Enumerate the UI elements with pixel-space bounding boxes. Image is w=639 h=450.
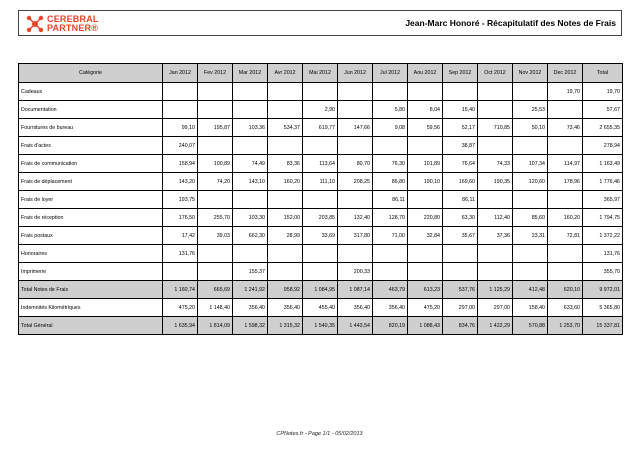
amount-cell: 72,81	[548, 227, 583, 245]
amount-cell: 176,50	[163, 209, 198, 227]
amount-cell: 820,19	[373, 317, 408, 335]
amount-cell	[268, 245, 303, 263]
amount-cell: 190,35	[478, 173, 513, 191]
amount-cell: 1 084,95	[303, 281, 338, 299]
amount-cell: 365,97	[583, 191, 623, 209]
amount-cell	[338, 101, 373, 119]
amount-cell	[373, 245, 408, 263]
amount-cell	[478, 101, 513, 119]
amount-cell: 86,80	[373, 173, 408, 191]
column-header: Mar 2012	[233, 64, 268, 83]
amount-cell: 101,89	[408, 155, 443, 173]
amount-cell: 8,04	[408, 101, 443, 119]
amount-cell: 2 655,35	[583, 119, 623, 137]
amount-cell: 463,79	[373, 281, 408, 299]
amount-cell: 255,70	[198, 209, 233, 227]
amount-cell: 85,60	[513, 209, 548, 227]
amount-cell: 28,99	[268, 227, 303, 245]
amount-cell: 15 337,81	[583, 317, 623, 335]
amount-cell	[408, 191, 443, 209]
column-header: Jun 2012	[338, 64, 373, 83]
table-row	[19, 227, 623, 245]
amount-cell: 455,40	[303, 299, 338, 317]
amount-cell	[268, 101, 303, 119]
amount-cell: 240,07	[163, 137, 198, 155]
amount-cell: 17,42	[163, 227, 198, 245]
amount-cell	[268, 137, 303, 155]
amount-cell: 534,37	[268, 119, 303, 137]
amount-cell	[513, 137, 548, 155]
column-header: Mai 2012	[303, 64, 338, 83]
category-cell: Total Général	[19, 317, 163, 335]
amount-cell: 86,11	[373, 191, 408, 209]
category-cell: Frais de loyer	[19, 191, 163, 209]
amount-cell	[478, 191, 513, 209]
amount-cell	[548, 101, 583, 119]
category-cell: Frais de communication	[19, 155, 163, 173]
amount-cell: 317,80	[338, 227, 373, 245]
amount-cell: 76,64	[443, 155, 478, 173]
amount-cell	[338, 191, 373, 209]
amount-cell: 103,36	[233, 119, 268, 137]
amount-cell	[198, 101, 233, 119]
category-cell: Fournitures de bureau	[19, 119, 163, 137]
expense-table	[18, 63, 623, 335]
amount-cell: 80,70	[338, 155, 373, 173]
amount-cell	[303, 245, 338, 263]
category-cell: Frais de réception	[19, 209, 163, 227]
table-row	[19, 173, 623, 191]
amount-cell: 169,60	[443, 173, 478, 191]
amount-cell	[548, 137, 583, 155]
amount-cell: 73,46	[548, 119, 583, 137]
amount-cell: 834,76	[443, 317, 478, 335]
column-header: Avr 2012	[268, 64, 303, 83]
amount-cell	[268, 191, 303, 209]
amount-cell: 74,33	[478, 155, 513, 173]
amount-cell	[198, 191, 233, 209]
amount-cell: 9,08	[373, 119, 408, 137]
amount-cell: 52,17	[443, 119, 478, 137]
amount-cell: 86,11	[443, 191, 478, 209]
amount-cell: 131,76	[583, 245, 623, 263]
amount-cell: 1 163,49	[583, 155, 623, 173]
amount-cell	[548, 263, 583, 281]
amount-cell: 200,33	[338, 263, 373, 281]
report-header	[18, 10, 622, 36]
amount-cell: 1 160,74	[163, 281, 198, 299]
amount-cell: 1 148,40	[198, 299, 233, 317]
amount-cell: 195,87	[198, 119, 233, 137]
logo-text-line2: PARTNER®	[47, 23, 99, 33]
amount-cell: 620,10	[548, 281, 583, 299]
amount-cell: 1 372,22	[583, 227, 623, 245]
amount-cell: 71,00	[373, 227, 408, 245]
amount-cell: 1 241,92	[233, 281, 268, 299]
amount-cell	[338, 83, 373, 101]
amount-cell: 297,00	[478, 299, 513, 317]
column-header: Aou 2012	[408, 64, 443, 83]
amount-cell	[443, 245, 478, 263]
amount-cell: 710,85	[478, 119, 513, 137]
amount-cell	[163, 83, 198, 101]
column-header: Fev 2012	[198, 64, 233, 83]
amount-cell	[338, 137, 373, 155]
amount-cell	[373, 263, 408, 281]
amount-cell: 99,10	[163, 119, 198, 137]
category-cell: Total Notes de Frais	[19, 281, 163, 299]
amount-cell	[233, 137, 268, 155]
amount-cell: 190,10	[408, 173, 443, 191]
column-header: Dec 2012	[548, 64, 583, 83]
amount-cell	[513, 245, 548, 263]
amount-cell: 111,10	[303, 173, 338, 191]
amount-cell: 113,64	[303, 155, 338, 173]
amount-cell: 1 253,70	[548, 317, 583, 335]
column-header: Nov 2012	[513, 64, 548, 83]
amount-cell: 193,75	[163, 191, 198, 209]
amount-cell: 665,69	[198, 281, 233, 299]
amount-cell	[408, 83, 443, 101]
amount-cell: 613,23	[408, 281, 443, 299]
amount-cell: 158,94	[163, 155, 198, 173]
amount-cell: 208,25	[338, 173, 373, 191]
total-general-row	[19, 317, 623, 335]
amount-cell: 958,92	[268, 281, 303, 299]
amount-cell: 475,20	[163, 299, 198, 317]
amount-cell	[268, 83, 303, 101]
amount-cell: 19,70	[548, 83, 583, 101]
table-row	[19, 245, 623, 263]
amount-cell: 220,80	[408, 209, 443, 227]
amount-cell: 74,20	[198, 173, 233, 191]
column-header: Jan 2012	[163, 64, 198, 83]
amount-cell: 35,67	[443, 227, 478, 245]
amount-cell: 278,94	[583, 137, 623, 155]
column-header: Jul 2012	[373, 64, 408, 83]
table-header-row	[19, 64, 623, 83]
category-cell: Frais postaux	[19, 227, 163, 245]
amount-cell: 1 088,43	[408, 317, 443, 335]
amount-cell: 33,69	[303, 227, 338, 245]
amount-cell: 1 315,32	[268, 317, 303, 335]
amount-cell: 74,49	[233, 155, 268, 173]
amount-cell: 356,40	[268, 299, 303, 317]
category-cell: Imprimerie	[19, 263, 163, 281]
amount-cell	[233, 191, 268, 209]
amount-cell	[478, 263, 513, 281]
amount-cell	[338, 245, 373, 263]
table-row	[19, 263, 623, 281]
amount-cell: 25,53	[513, 101, 548, 119]
amount-cell	[163, 101, 198, 119]
amount-cell: 356,40	[373, 299, 408, 317]
page-footer: CPNotes.fr - Page 1/1 - 05/02/2013	[276, 431, 363, 437]
amount-cell: 1 125,29	[478, 281, 513, 299]
amount-cell	[303, 83, 338, 101]
amount-cell	[513, 191, 548, 209]
amount-cell: 152,00	[268, 209, 303, 227]
amount-cell	[408, 245, 443, 263]
amount-cell: 356,40	[338, 299, 373, 317]
amount-cell: 103,30	[233, 209, 268, 227]
amount-cell: 9 972,01	[583, 281, 623, 299]
amount-cell	[198, 137, 233, 155]
amount-cell: 355,70	[583, 263, 623, 281]
amount-cell: 147,66	[338, 119, 373, 137]
amount-cell: 297,00	[443, 299, 478, 317]
amount-cell: 59,56	[408, 119, 443, 137]
total-frais-row	[19, 281, 623, 299]
amount-cell	[233, 83, 268, 101]
amount-cell: 100,89	[198, 155, 233, 173]
amount-cell: 662,30	[233, 227, 268, 245]
amount-cell	[198, 83, 233, 101]
amount-cell: 120,60	[513, 173, 548, 191]
amount-cell: 63,30	[443, 209, 478, 227]
amount-cell: 1 422,29	[478, 317, 513, 335]
amount-cell: 19,70	[583, 83, 623, 101]
table-row	[19, 137, 623, 155]
table-row	[19, 191, 623, 209]
amount-cell: 38,87	[443, 137, 478, 155]
table-row	[19, 209, 623, 227]
amount-cell	[408, 263, 443, 281]
amount-cell: 76,30	[373, 155, 408, 173]
amount-cell: 1 814,09	[198, 317, 233, 335]
amount-cell: 1 794,75	[583, 209, 623, 227]
amount-cell: 203,85	[303, 209, 338, 227]
amount-cell	[303, 137, 338, 155]
amount-cell: 619,77	[303, 119, 338, 137]
amount-cell	[303, 191, 338, 209]
company-logo	[25, 14, 145, 34]
amount-cell: 131,76	[163, 245, 198, 263]
amount-cell: 114,97	[548, 155, 583, 173]
amount-cell: 412,48	[513, 281, 548, 299]
column-header: Catégorie	[19, 64, 163, 83]
indemnites-row	[19, 299, 623, 317]
amount-cell: 23,31	[513, 227, 548, 245]
amount-cell: 1 635,94	[163, 317, 198, 335]
amount-cell	[443, 83, 478, 101]
amount-cell: 57,67	[583, 101, 623, 119]
amount-cell: 1 087,14	[338, 281, 373, 299]
amount-cell: 178,96	[548, 173, 583, 191]
column-header: Total	[583, 64, 623, 83]
amount-cell: 5 365,80	[583, 299, 623, 317]
amount-cell: 158,40	[513, 299, 548, 317]
category-cell: Frais de déplacement	[19, 173, 163, 191]
amount-cell	[373, 137, 408, 155]
category-cell: Indemnités Kilométriques	[19, 299, 163, 317]
amount-cell	[548, 245, 583, 263]
amount-cell	[233, 101, 268, 119]
column-header: Sep 2012	[443, 64, 478, 83]
amount-cell	[303, 263, 338, 281]
amount-cell	[373, 83, 408, 101]
amount-cell	[548, 191, 583, 209]
amount-cell: 2,90	[303, 101, 338, 119]
amount-cell: 143,20	[163, 173, 198, 191]
category-cell: Honoraires	[19, 245, 163, 263]
amount-cell: 160,20	[268, 173, 303, 191]
amount-cell	[198, 245, 233, 263]
amount-cell: 155,37	[233, 263, 268, 281]
amount-cell: 1 598,32	[233, 317, 268, 335]
category-cell: Documentation	[19, 101, 163, 119]
amount-cell: 50,10	[513, 119, 548, 137]
amount-cell: 143,10	[233, 173, 268, 191]
table-row	[19, 155, 623, 173]
column-header: Oct 2012	[478, 64, 513, 83]
amount-cell: 132,40	[338, 209, 373, 227]
amount-cell: 112,40	[478, 209, 513, 227]
amount-cell	[443, 263, 478, 281]
amount-cell	[478, 137, 513, 155]
amount-cell	[163, 263, 198, 281]
amount-cell: 128,70	[373, 209, 408, 227]
report-title: Jean-Marc Honoré - Récapitulatif des Notes de Frais	[405, 18, 616, 28]
amount-cell	[513, 83, 548, 101]
table-row	[19, 119, 623, 137]
amount-cell	[408, 137, 443, 155]
amount-cell: 537,76	[443, 281, 478, 299]
logo-molecule-icon	[25, 14, 45, 34]
amount-cell: 39,03	[198, 227, 233, 245]
amount-cell	[478, 245, 513, 263]
amount-cell: 5,80	[373, 101, 408, 119]
amount-cell: 633,60	[548, 299, 583, 317]
amount-cell: 37,36	[478, 227, 513, 245]
amount-cell	[513, 263, 548, 281]
amount-cell: 1 443,54	[338, 317, 373, 335]
amount-cell: 83,36	[268, 155, 303, 173]
table-row	[19, 83, 623, 101]
amount-cell: 15,40	[443, 101, 478, 119]
amount-cell	[198, 263, 233, 281]
amount-cell	[233, 245, 268, 263]
category-cell: Cadeaux	[19, 83, 163, 101]
amount-cell	[268, 263, 303, 281]
amount-cell	[478, 83, 513, 101]
amount-cell: 1 540,35	[303, 317, 338, 335]
table-row	[19, 101, 623, 119]
amount-cell: 356,40	[233, 299, 268, 317]
amount-cell: 32,84	[408, 227, 443, 245]
category-cell: Frais d'actes	[19, 137, 163, 155]
amount-cell: 570,88	[513, 317, 548, 335]
amount-cell: 475,20	[408, 299, 443, 317]
amount-cell: 160,20	[548, 209, 583, 227]
logo-text-line1: CEREBRAL	[47, 14, 99, 24]
amount-cell: 107,34	[513, 155, 548, 173]
amount-cell: 1 776,46	[583, 173, 623, 191]
